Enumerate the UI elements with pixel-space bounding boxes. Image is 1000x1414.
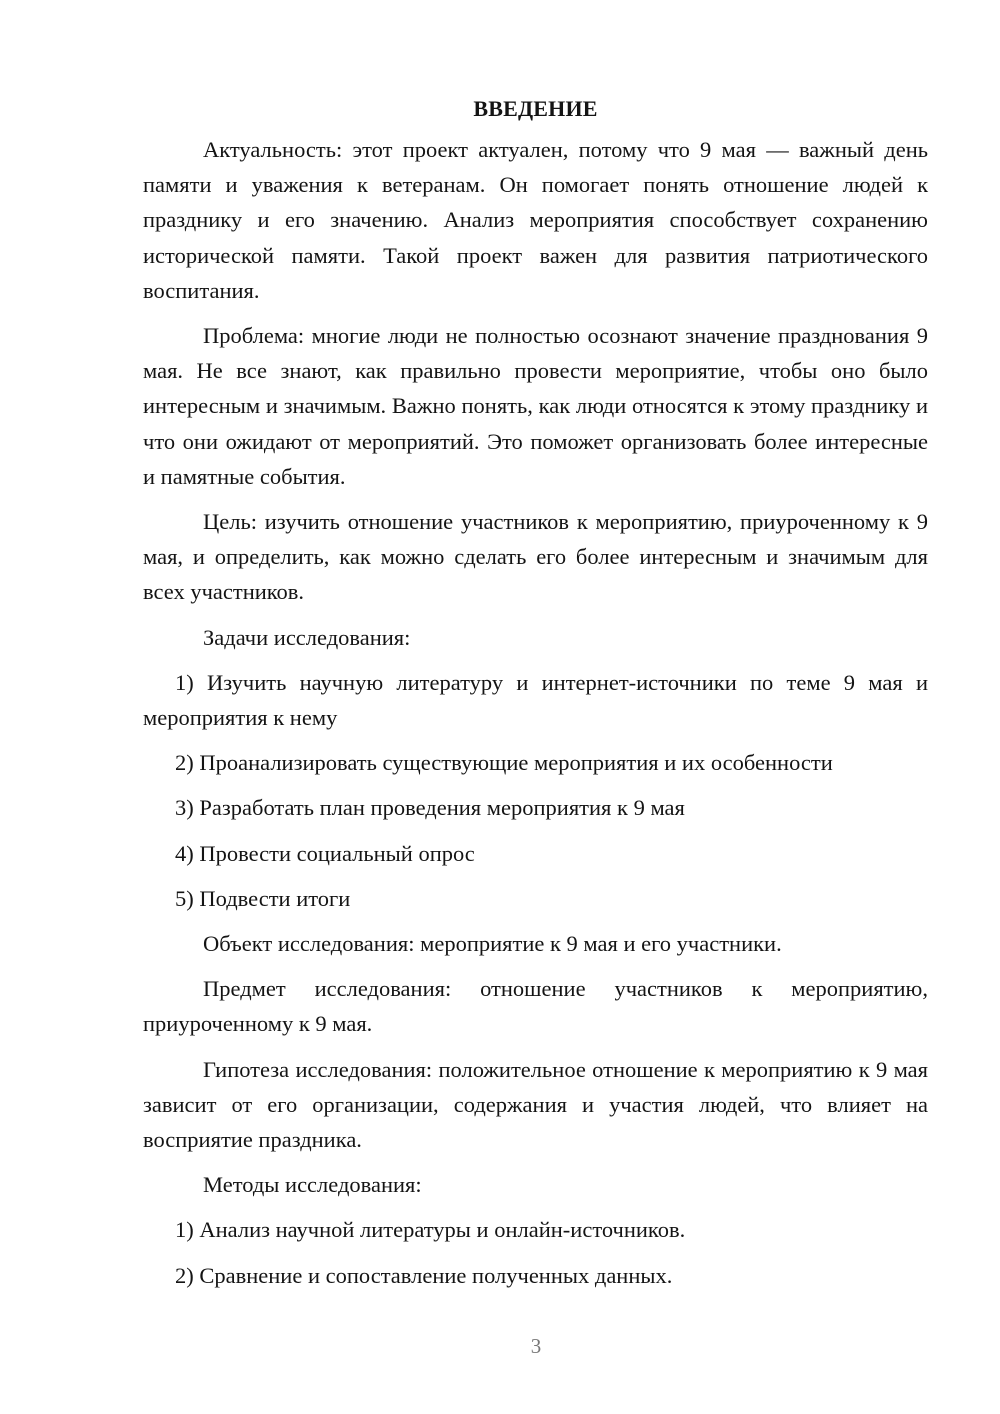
goal-paragraph: Цель: изучить отношение участников к мероприятию, приуроченному к 9 мая, и определить, как можно сделать его более интересным и значимым для всех участников. xyxy=(143,509,928,605)
task-item-5: 5) Подвести итоги xyxy=(175,885,351,911)
task-item-4: 4) Провести социальный опрос xyxy=(175,840,475,866)
object-paragraph: Объект исследования: мероприятие к 9 мая и его участники. xyxy=(203,931,782,957)
task-item-1: 1) Изучить научную литературу и интернет-источники по теме 9 мая и мероприятия к нему xyxy=(143,669,928,731)
method-item-1: 1) Анализ научной литературы и онлайн-источников. xyxy=(175,1217,686,1243)
page-content xyxy=(143,92,928,1303)
page-number: 3 xyxy=(530,1334,542,1358)
relevance-paragraph: Актуальность: этот проект актуален, потому что 9 мая — важный день памяти и уважения к ветеранам. Он помогает понять отношение людей к празднику и его значению. Анализ мероприятия способствует сохранению исторической памяти. Такой проект важен для развития патриотического воспитания. xyxy=(143,137,928,303)
hypothesis-paragraph: Гипотеза исследования: положительное отношение к мероприятию к 9 мая зависит от его организации, содержания и участия людей, что влияет на восприятие праздника. xyxy=(143,1056,928,1153)
task-item-3: 3) Разработать план проведения мероприятия к 9 мая xyxy=(175,795,685,821)
subject-paragraph: Предмет исследования: отношение участников к мероприятию, приуроченному к 9 мая. xyxy=(143,976,928,1037)
tasks-heading: Задачи исследования: xyxy=(203,624,411,650)
methods-heading: Методы исследования: xyxy=(203,1172,422,1198)
page-title: ВВЕДЕНИЕ xyxy=(473,96,598,121)
method-item-2: 2) Сравнение и сопоставление полученных данных. xyxy=(175,1262,673,1288)
task-item-2: 2) Проанализировать существующие мероприятия и их особенности xyxy=(175,750,833,776)
problem-paragraph: Проблема: многие люди не полностью осознают значение празднования 9 мая. Не все знают, как правильно провести мероприятие, чтобы оно было интересным и значимым. Важно понять, как люди относятся к этому празднику и что они ожидают от мероприятий. Это поможет организовать более интересные и памятные события. xyxy=(143,323,928,489)
